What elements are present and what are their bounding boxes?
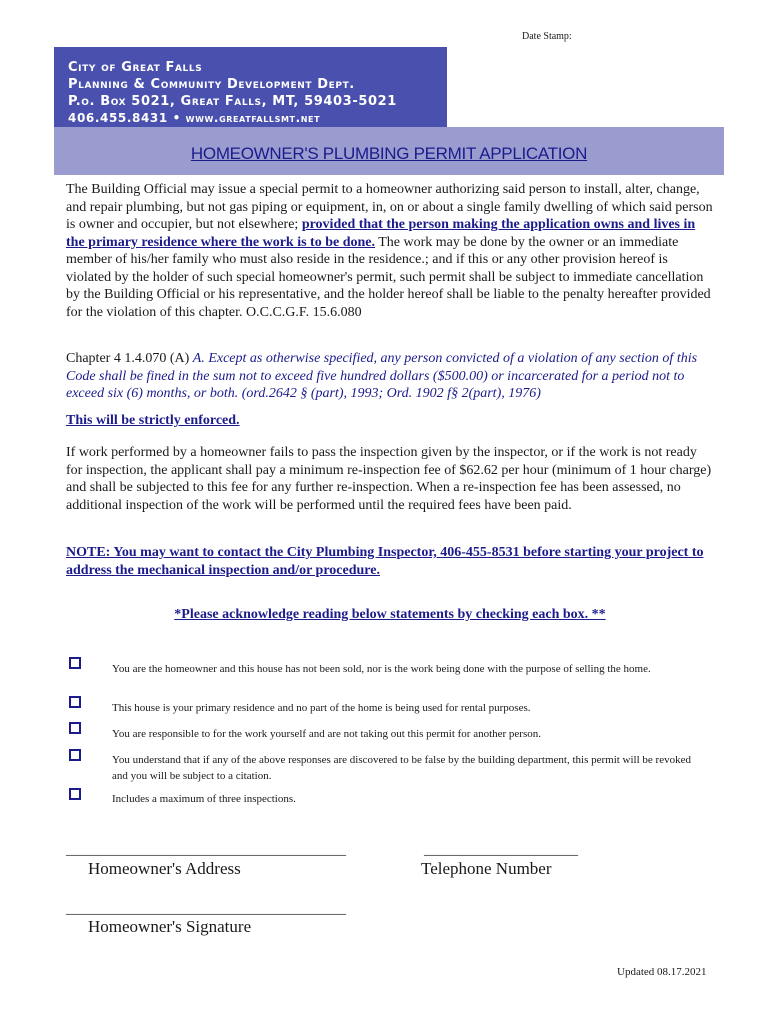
telephone-line[interactable]: ______________________ — [424, 843, 578, 858]
intro-paragraph — [66, 181, 714, 321]
chapter-text: A. Except as otherwise specified, any person convicted of a violation of any section of this Code shall be fined in the sum not to exceed five hundred dollars ($500.00) or incarcerated for a period not to exceed six (6) months, or both. (ord.2642 § (part), 1993; Ord. 1902 f§ 2(part), 1976) — [66, 351, 698, 401]
plumbing-inspector-note: NOTE: You may want to contact the City Plumbing Inspector, 406-455-8531 before starting your project to address the mechanical inspection and/or procedure. — [66, 545, 704, 578]
intro-text-2: The work may be done by the owner or an immediate member of his/her family who must also reside in the residence.; and if this or any other provision hereof is violated by the holder of such special homeowner's permit, such permit shall be subject to immediate cancellation by the Building Official or his representative, and the holder hereof shall be liable to the penalty hereafter provided for the violation of this chapter. O.C.C.G.F. 15.6.080 — [66, 234, 711, 320]
statement-checkbox-4[interactable] — [69, 749, 81, 761]
enforced-notice: This will be strictly enforced. — [66, 413, 240, 428]
department-header — [54, 47, 447, 127]
statement-checkbox-2[interactable] — [69, 696, 81, 708]
address-signature-line[interactable]: ________________________________________ — [66, 843, 346, 858]
statement-2: This house is your primary residence and no part of the home is being used for rental purposes. — [112, 702, 531, 714]
chapter-reference: Chapter 4 1.4.070 (A) — [66, 351, 193, 366]
date-stamp-label: Date Stamp: — [522, 31, 572, 42]
statement-5: Includes a maximum of three inspections. — [112, 793, 296, 805]
statement-3: You are responsible to for the work yourself and are not taking out this permit for another person. — [112, 728, 542, 740]
statement-4: You understand that if any of the above responses are discovered to be false by the building department, this permit will be revoked and you will be subject to a citation. — [112, 754, 691, 782]
title-band — [54, 127, 724, 175]
intro-requirement-text: provided that the person making the application owns and lives in the primary residence where the work is to be done. — [66, 217, 696, 250]
acknowledge-instruction: *Please acknowledge reading below statements by checking each box. ** — [174, 607, 606, 622]
header-contact-line: 406.455.8431 • www.greatfallsmt.net — [68, 111, 321, 125]
header-address-line: P.o. Box 5021, Great Falls, MT, 59403-5021 — [68, 94, 397, 109]
chapter-paragraph — [66, 350, 714, 403]
statement-checkbox-3[interactable] — [69, 722, 81, 734]
homeowner-signature-line[interactable]: ________________________________________ — [66, 902, 346, 917]
homeowner-address-label: Homeowner's Address — [88, 859, 241, 878]
updated-date: Updated 08.17.2021 — [617, 966, 707, 978]
telephone-number-label: Telephone Number — [421, 859, 552, 878]
header-department-line: Planning & Community Development Dept. — [68, 77, 355, 92]
homeowner-signature-label: Homeowner's Signature — [88, 917, 252, 936]
statement-checkbox-1[interactable] — [69, 657, 81, 669]
statement-1: You are the homeowner and this house has not been sold, nor is the work being done with the purpose of selling the home. — [112, 663, 651, 675]
header-city-line: City of Great Falls — [68, 60, 203, 75]
reinspection-paragraph: If work performed by a homeowner fails to pass the inspection given by the inspector, or if the work is not ready for inspection, the applicant shall pay a minimum re-inspection fee of $62.62 per hour (minimum of 1 hour charge) and shall be subjected to this fee for any further re-inspection. When a re-inspection fee has been assessed, no additional inspection of the work will be performed until the required fees have been paid. — [66, 445, 712, 513]
page-title: HOMEOWNER'S PLUMBING PERMIT APPLICATION — [190, 144, 588, 163]
intro-text-1: The Building Official may issue a special permit to a homeowner authorizing said person to install, alter, change, and repair plumbing, but not gas piping or equipment, in, on or about a single family dwelling of which said person is owner and occupier, but not elsewhere; — [66, 182, 713, 232]
statement-checkbox-5[interactable] — [69, 788, 81, 800]
